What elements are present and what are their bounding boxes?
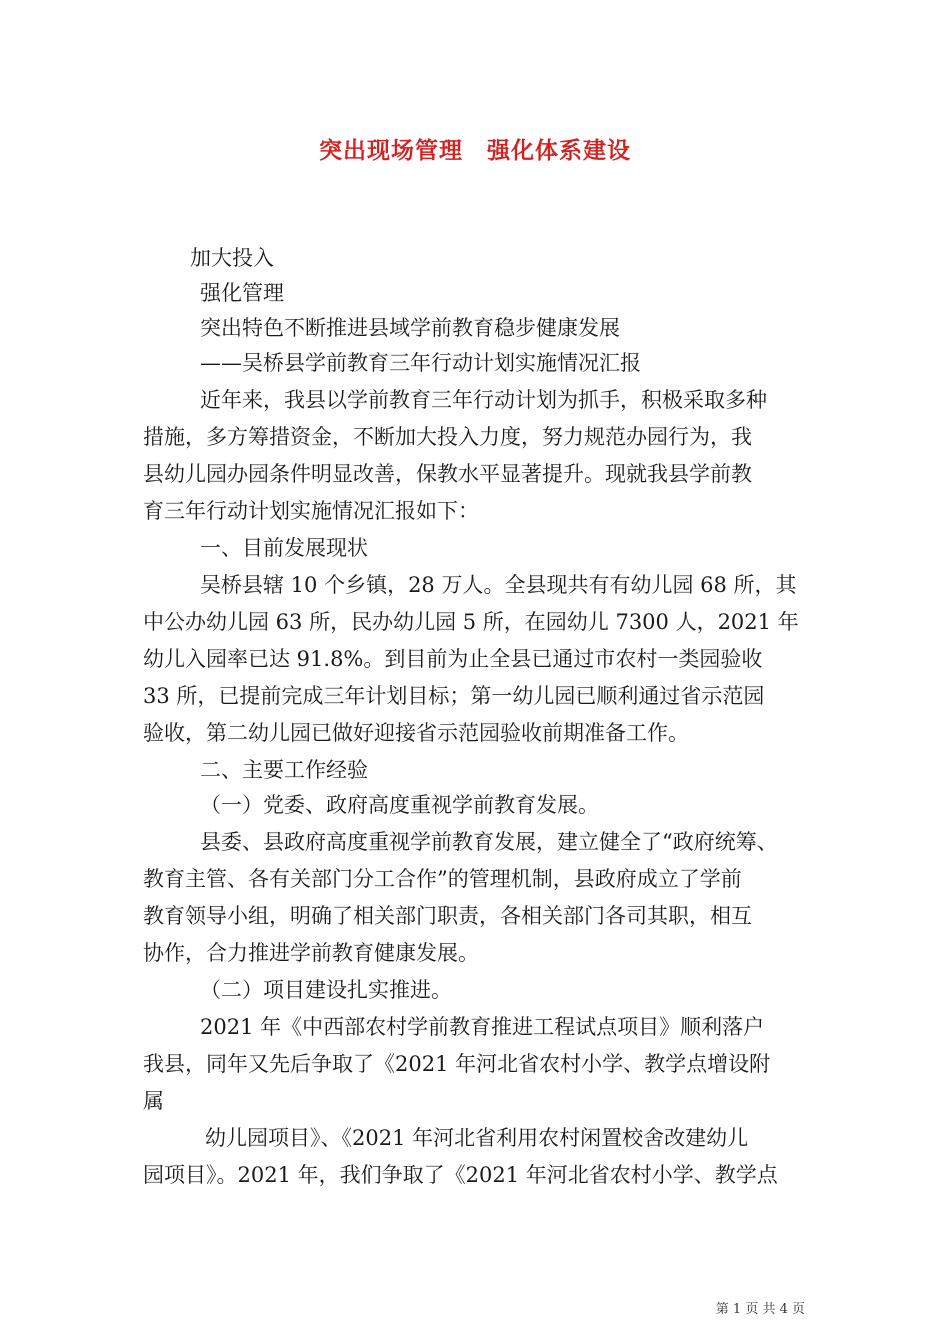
text-line: 育三年行动计划实施情况汇报如下： [143,499,479,523]
text-line: 教育领导小组，明确了相关部门职责，各相关部门各司其职，相互 [143,904,752,928]
text-line: 验收，第二幼儿园已做好迎接省示范园验收前期准备工作。 [143,721,689,745]
text-line: 中公办幼儿园 63 所，民办幼儿园 5 所，在园幼儿 7300 人，2021 年 [143,610,799,634]
text-line: 加大投入 [190,246,274,270]
text-line: 措施，多方筹措资金，不断加大投入力度，努力规范办园行为，我 [143,425,752,449]
text-line: 园项目》。2021 年，我们争取了《2021 年河北省农村小学、教学点 [143,1163,778,1187]
text-line: 幼儿园项目》、《2021 年河北省利用农村闲置校舍改建幼儿 [205,1126,749,1150]
text-line: 二、主要工作经验 [200,758,368,782]
text-line: 协作，合力推进学前教育健康发展。 [143,941,479,965]
page-indicator: 第 1 页 共 4 页 [715,1302,805,1317]
text-line: （二）项目建设扎实推进。 [200,978,452,1002]
text-line: 33 所，已提前完成三年计划目标；第一幼儿园已顺利通过省示范园 [143,684,765,708]
text-line: （一）党委、政府高度重视学前教育发展。 [200,793,599,817]
text-line: ——吴桥县学前教育三年行动计划实施情况汇报 [200,351,641,375]
text-line: 教育主管、各有关部门分工合作”的管理机制，县政府成立了学前 [143,867,742,891]
text-line: 吴桥县辖 10 个乡镇，28 万人。全县现共有有幼儿园 68 所，其 [200,573,797,597]
text-line: 2021 年《中西部农村学前教育推进工程试点项目》顺利落户 [200,1015,765,1039]
text-line: 属 [143,1089,164,1113]
text-line: 县幼儿园办园条件明显改善，保教水平显著提升。现就我县学前教 [143,462,752,486]
text-line: 近年来，我县以学前教育三年行动计划为抓手，积极采取多种 [200,388,767,412]
text-line: 突出特色不断推进县域学前教育稳步健康发展 [200,316,620,340]
text-line: 县委、县政府高度重视学前教育发展，建立健全了“政府统筹、 [200,830,778,854]
text-line: 幼儿入园率已达 91.8%。到目前为止全县已通过市农村一类园验收 [143,647,763,671]
text-line: 强化管理 [200,281,284,305]
text-line: 我县，同年又先后争取了《2021 年河北省农村小学、教学点增设附 [143,1052,771,1076]
document-title: 突出现场管理 强化体系建设 [319,137,631,164]
text-line: 一、目前发展现状 [200,536,368,560]
